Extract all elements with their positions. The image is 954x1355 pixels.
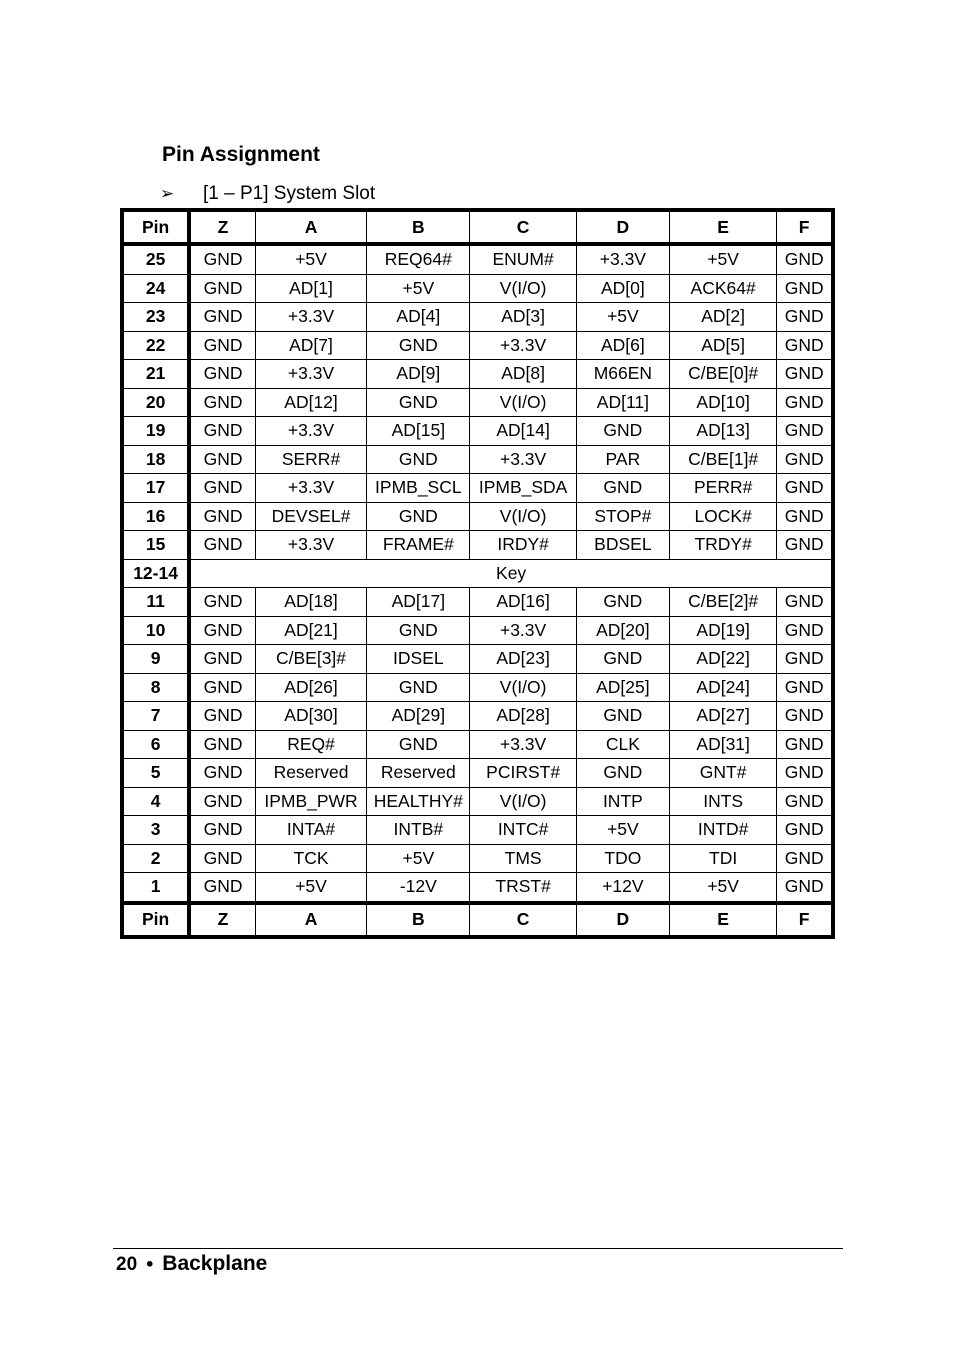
footer-header-cell: Z [189,903,255,937]
signal-cell: AD[28] [470,702,576,731]
signal-cell: GND [189,873,255,903]
signal-cell: GND [189,244,255,274]
signal-cell: AD[11] [576,388,669,417]
table-row [122,360,833,389]
table-row [122,559,833,588]
signal-cell: GND [189,474,255,503]
signal-cell: +5V [576,303,669,332]
footer-header-cell: E [670,903,777,937]
signal-cell: GND [777,303,833,332]
signal-cell: GND [777,531,833,560]
pin-number-cell: 11 [122,588,189,617]
signal-cell: AD[3] [470,303,576,332]
signal-cell: +3.3V [470,331,576,360]
signal-cell: +3.3V [255,474,366,503]
pin-number-cell: 17 [122,474,189,503]
signal-cell: GND [189,702,255,731]
signal-cell: AD[8] [470,360,576,389]
signal-cell: +3.3V [255,303,366,332]
signal-cell: GND [777,274,833,303]
signal-cell: IRDY# [470,531,576,560]
signal-cell: +3.3V [255,417,366,446]
header-cell: A [255,210,366,244]
chapter-title: Backplane [162,1252,268,1275]
signal-cell: AD[12] [255,388,366,417]
signal-cell: TRDY# [670,531,777,560]
pin-number-cell: 16 [122,502,189,531]
signal-cell: GND [189,787,255,816]
signal-cell: GND [576,702,669,731]
header-cell: F [777,210,833,244]
table-row [122,244,833,274]
signal-cell: AD[13] [670,417,777,446]
signal-cell: GND [189,531,255,560]
signal-cell: GND [189,816,255,845]
signal-cell: +3.3V [255,360,366,389]
signal-cell: +5V [255,873,366,903]
table-row [122,844,833,873]
signal-cell: C/BE[1]# [670,445,777,474]
signal-cell: PCIRST# [470,759,576,788]
signal-cell: IPMB_SCL [367,474,470,503]
signal-cell: V(I/O) [470,673,576,702]
signal-cell: GND [777,759,833,788]
signal-cell: HEALTHY# [367,787,470,816]
signal-cell: AD[18] [255,588,366,617]
signal-cell: GND [777,244,833,274]
signal-cell: AD[6] [576,331,669,360]
header-cell: B [367,210,470,244]
table-row [122,274,833,303]
signal-cell: GND [777,645,833,674]
table-row [122,816,833,845]
section-title: Pin Assignment [162,143,320,166]
signal-cell: +5V [367,844,470,873]
footer-header-cell: A [255,903,366,937]
signal-cell: +3.3V [470,616,576,645]
footer-header-cell: Pin [122,903,189,937]
signal-cell: REQ64# [367,244,470,274]
signal-cell: GND [367,673,470,702]
signal-cell: AD[16] [470,588,576,617]
table-body [122,244,833,903]
signal-cell: GND [367,730,470,759]
signal-cell: +5V [576,816,669,845]
pin-number-cell: 9 [122,645,189,674]
signal-cell: INTA# [255,816,366,845]
signal-cell: GND [777,417,833,446]
signal-cell: AD[0] [576,274,669,303]
pin-assignment-table [120,208,835,939]
signal-cell: AD[4] [367,303,470,332]
signal-cell: GND [189,445,255,474]
signal-cell: AD[31] [670,730,777,759]
signal-cell: INTC# [470,816,576,845]
signal-cell: M66EN [576,360,669,389]
pin-number-cell: 25 [122,244,189,274]
pin-number-cell: 8 [122,673,189,702]
pin-number-cell: 3 [122,816,189,845]
signal-cell: AD[24] [670,673,777,702]
signal-cell: +3.3V [255,531,366,560]
table-row [122,616,833,645]
pin-number-cell: 10 [122,616,189,645]
signal-cell: +12V [576,873,669,903]
signal-cell: GND [367,616,470,645]
signal-cell: GND [576,474,669,503]
signal-cell: ACK64# [670,274,777,303]
signal-cell: INTP [576,787,669,816]
header-cell: Pin [122,210,189,244]
signal-cell: GND [189,588,255,617]
signal-cell: IDSEL [367,645,470,674]
bullet-text: [1 – P1] System Slot [203,183,376,204]
signal-cell: AD[29] [367,702,470,731]
signal-cell: AD[26] [255,673,366,702]
table-row [122,673,833,702]
signal-cell: GND [367,331,470,360]
signal-cell: TMS [470,844,576,873]
pin-number-cell: 15 [122,531,189,560]
footer-separator: • [144,1255,155,1274]
signal-cell: AD[2] [670,303,777,332]
signal-cell: GND [777,588,833,617]
signal-cell: GND [777,844,833,873]
signal-cell: DEVSEL# [255,502,366,531]
signal-cell: GND [189,274,255,303]
signal-cell: FRAME# [367,531,470,560]
signal-cell: CLK [576,730,669,759]
signal-cell: GND [777,474,833,503]
signal-cell: GND [576,417,669,446]
bullet-item [160,183,375,205]
signal-cell: AD[7] [255,331,366,360]
signal-cell: REQ# [255,730,366,759]
signal-cell: GND [777,388,833,417]
signal-cell: GND [576,759,669,788]
signal-cell: C/BE[0]# [670,360,777,389]
pin-number-cell: 24 [122,274,189,303]
signal-cell: GND [777,445,833,474]
signal-cell: GND [777,816,833,845]
signal-cell: INTB# [367,816,470,845]
signal-cell: GND [777,331,833,360]
table-row [122,702,833,731]
table-row [122,588,833,617]
signal-cell: AD[10] [670,388,777,417]
signal-cell: Reserved [367,759,470,788]
pin-number-cell: 20 [122,388,189,417]
signal-cell: AD[14] [470,417,576,446]
pin-number-cell: 12-14 [122,559,189,588]
arrow-bullet-icon: ➢ [160,184,175,204]
signal-cell: INTS [670,787,777,816]
table-row [122,388,833,417]
signal-cell: AD[30] [255,702,366,731]
table-row [122,759,833,788]
signal-cell: GND [189,673,255,702]
signal-cell: IPMB_PWR [255,787,366,816]
signal-cell: V(I/O) [470,388,576,417]
pin-number-cell: 23 [122,303,189,332]
signal-cell: AD[21] [255,616,366,645]
signal-cell: GND [777,673,833,702]
signal-cell: GND [367,502,470,531]
signal-cell: TRST# [470,873,576,903]
signal-cell: +5V [255,244,366,274]
pin-number-cell: 19 [122,417,189,446]
pin-number-cell: 4 [122,787,189,816]
signal-cell: GND [576,645,669,674]
signal-cell: GND [777,616,833,645]
footer-header-cell: F [777,903,833,937]
page-footer [116,1252,267,1276]
signal-cell: GND [189,388,255,417]
signal-cell: GND [367,388,470,417]
signal-cell: GND [576,588,669,617]
signal-cell: GND [777,787,833,816]
signal-cell: ENUM# [470,244,576,274]
signal-cell: GND [189,360,255,389]
signal-cell: +5V [670,873,777,903]
signal-cell: AD[15] [367,417,470,446]
signal-cell: GNT# [670,759,777,788]
signal-cell: AD[23] [470,645,576,674]
signal-cell: +5V [367,274,470,303]
signal-cell: GND [189,616,255,645]
signal-cell: +3.3V [470,445,576,474]
signal-cell: INTD# [670,816,777,845]
pin-number-cell: 6 [122,730,189,759]
signal-cell: GND [777,873,833,903]
signal-cell: V(I/O) [470,274,576,303]
signal-cell: LOCK# [670,502,777,531]
pin-number-cell: 22 [122,331,189,360]
signal-cell: AD[22] [670,645,777,674]
signal-cell: STOP# [576,502,669,531]
footer-header-cell: B [367,903,470,937]
table-row [122,787,833,816]
table-row [122,303,833,332]
signal-cell: AD[1] [255,274,366,303]
signal-cell: GND [777,360,833,389]
signal-cell: V(I/O) [470,502,576,531]
signal-cell: AD[20] [576,616,669,645]
signal-cell: AD[17] [367,588,470,617]
key-cell: Key [189,559,833,588]
pin-number-cell: 7 [122,702,189,731]
pin-number-cell: 5 [122,759,189,788]
pin-number-cell: 21 [122,360,189,389]
signal-cell: IPMB_SDA [470,474,576,503]
signal-cell: +5V [670,244,777,274]
signal-cell: +3.3V [470,730,576,759]
signal-cell: GND [777,730,833,759]
signal-cell: +3.3V [576,244,669,274]
signal-cell: GND [777,702,833,731]
table-footer-row [122,903,833,937]
signal-cell: AD[5] [670,331,777,360]
pin-number-cell: 1 [122,873,189,903]
signal-cell: AD[9] [367,360,470,389]
signal-cell: SERR# [255,445,366,474]
table-row [122,873,833,903]
table-row [122,417,833,446]
signal-cell: TDO [576,844,669,873]
header-cell: C [470,210,576,244]
table-row [122,502,833,531]
footer-divider [113,1248,843,1249]
signal-cell: Reserved [255,759,366,788]
signal-cell: GND [777,502,833,531]
signal-cell: AD[25] [576,673,669,702]
signal-cell: AD[19] [670,616,777,645]
table-header-row [122,210,833,244]
page-number: 20 [116,1254,138,1275]
signal-cell: GND [189,759,255,788]
signal-cell: GND [189,730,255,759]
table-row [122,645,833,674]
header-cell: D [576,210,669,244]
pin-number-cell: 2 [122,844,189,873]
signal-cell: C/BE[3]# [255,645,366,674]
table-row [122,531,833,560]
signal-cell: GND [189,645,255,674]
signal-cell: AD[27] [670,702,777,731]
signal-cell: GND [189,844,255,873]
signal-cell: GND [189,417,255,446]
table-row [122,474,833,503]
table-row [122,331,833,360]
signal-cell: C/BE[2]# [670,588,777,617]
header-cell: Z [189,210,255,244]
signal-cell: TCK [255,844,366,873]
signal-cell: -12V [367,873,470,903]
pin-number-cell: 18 [122,445,189,474]
header-cell: E [670,210,777,244]
signal-cell: V(I/O) [470,787,576,816]
table-row [122,445,833,474]
signal-cell: GND [367,445,470,474]
signal-cell: GND [189,303,255,332]
footer-header-cell: C [470,903,576,937]
signal-cell: TDI [670,844,777,873]
signal-cell: PAR [576,445,669,474]
signal-cell: BDSEL [576,531,669,560]
footer-header-cell: D [576,903,669,937]
signal-cell: PERR# [670,474,777,503]
signal-cell: GND [189,331,255,360]
table-row [122,730,833,759]
signal-cell: GND [189,502,255,531]
